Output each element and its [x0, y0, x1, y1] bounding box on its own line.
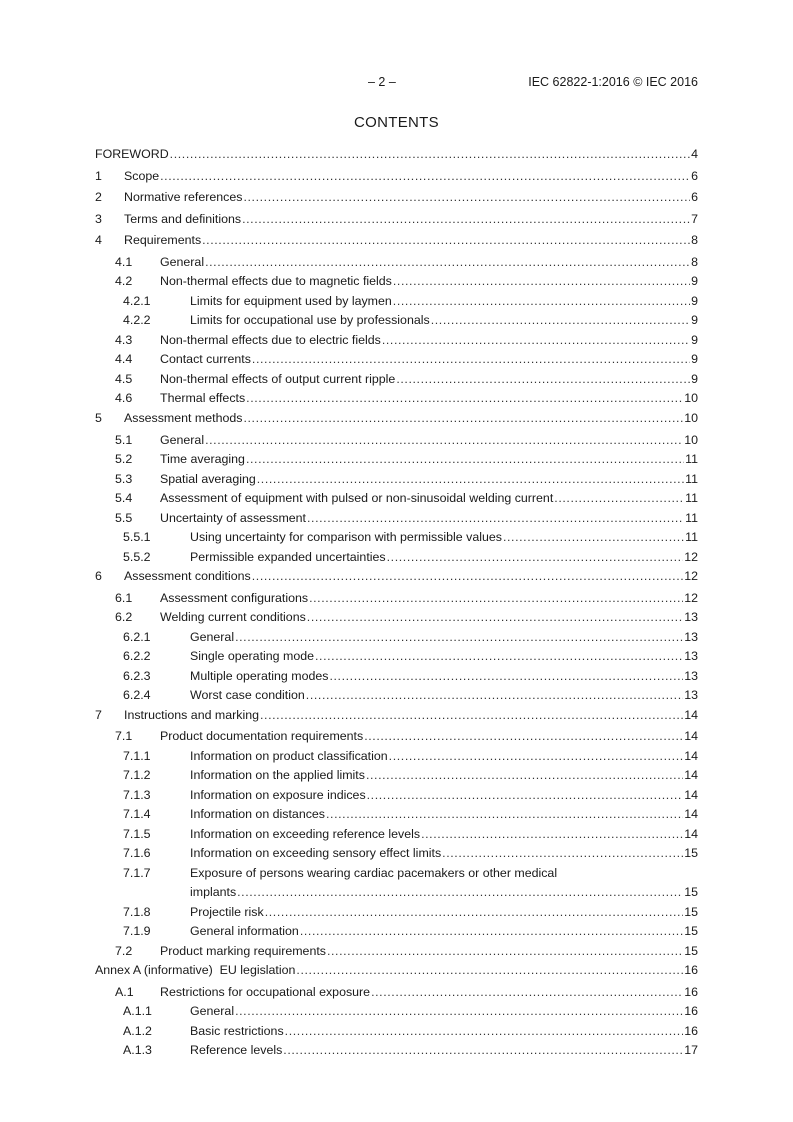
toc-number: 4.2.1: [123, 293, 151, 308]
toc-label: Worst case condition: [190, 688, 305, 703]
toc-label: Single operating mode: [190, 649, 314, 664]
toc-entry-7-1-3[interactable]: [95, 786, 698, 806]
table-of-contents: [95, 145, 698, 1061]
toc-page: 15: [684, 846, 698, 861]
toc-entry-7[interactable]: [95, 706, 698, 726]
dot-leader: [387, 548, 684, 568]
dot-leader: [300, 922, 683, 942]
toc-label: General: [160, 254, 205, 269]
toc-entry-5-5-2[interactable]: [95, 548, 698, 568]
dot-leader: [364, 727, 683, 747]
toc-number: 7.1.7: [123, 865, 151, 880]
toc-page: 16: [684, 1004, 698, 1019]
toc-label: Permissible expanded uncertainties: [190, 549, 386, 564]
toc-label: Non-thermal effects due to electric fields: [160, 332, 381, 347]
toc-label: Basic restrictions: [190, 1023, 284, 1038]
toc-label: General: [160, 432, 205, 447]
dot-leader: [315, 647, 683, 667]
contents-title: CONTENTS: [354, 114, 439, 131]
dot-leader: [327, 942, 683, 962]
toc-page: 10: [684, 410, 698, 425]
toc-entry-5-4[interactable]: [95, 489, 698, 509]
toc-number: 4: [95, 233, 102, 248]
toc-page: 9: [691, 371, 698, 386]
toc-entry-7-1-2[interactable]: [95, 766, 698, 786]
toc-page: 13: [684, 668, 698, 683]
toc-number: 3: [95, 211, 102, 226]
toc-number: 4.6: [115, 391, 133, 406]
dot-leader: [307, 608, 683, 628]
toc-page: 14: [684, 787, 698, 802]
dot-leader: [389, 747, 684, 767]
dot-leader: [503, 528, 684, 548]
toc-entry-5[interactable]: [95, 409, 698, 429]
toc-label: Projectile risk: [190, 904, 264, 919]
dot-leader: [170, 145, 690, 165]
toc-page: 9: [691, 274, 698, 289]
dot-leader: [431, 311, 690, 331]
toc-number: 5.4: [115, 491, 133, 506]
dot-leader: [442, 844, 683, 864]
toc-number: 2: [95, 190, 102, 205]
toc-label: Limits for equipment used by laymen: [190, 293, 392, 308]
toc-number: 7.1.1: [123, 748, 151, 763]
toc-label: Thermal effects: [160, 391, 246, 406]
toc-entry-7-1-7[interactable]: [95, 864, 698, 903]
toc-label: General: [190, 629, 235, 644]
toc-page: 15: [684, 885, 698, 900]
toc-page: 11: [685, 452, 698, 467]
dot-leader: [296, 961, 683, 981]
toc-page: 17: [684, 1043, 698, 1058]
toc-entry-7-1-5[interactable]: [95, 825, 698, 845]
toc-number: 4.4: [115, 352, 133, 367]
toc-entry-foreword[interactable]: [95, 145, 698, 165]
toc-number: 7.1.9: [123, 924, 151, 939]
dot-leader: [257, 470, 684, 490]
toc-number: 5.5.2: [123, 549, 151, 564]
toc-page: 9: [691, 293, 698, 308]
page-number: – 2 –: [368, 75, 396, 89]
toc-entry-7-1-8[interactable]: [95, 903, 698, 923]
toc-page: 8: [691, 254, 698, 269]
toc-number: 4.5: [115, 371, 133, 386]
toc-entry-4-1[interactable]: [95, 253, 698, 273]
dot-leader: [202, 231, 690, 251]
toc-entry-5-2[interactable]: [95, 450, 698, 470]
toc-page: 15: [684, 943, 698, 958]
toc-label: Multiple operating modes: [190, 668, 329, 683]
toc-entry-4-2[interactable]: [95, 272, 698, 292]
toc-label: Product documentation requirements: [160, 729, 364, 744]
toc-label: Requirements: [124, 233, 202, 248]
toc-page: 8: [691, 233, 698, 248]
toc-page: 14: [684, 748, 698, 763]
toc-entry-5-5[interactable]: [95, 509, 698, 529]
toc-number: 4.3: [115, 332, 133, 347]
toc-number: 5.3: [115, 471, 133, 486]
dot-leader: [382, 331, 690, 351]
toc-page: 9: [691, 352, 698, 367]
toc-entry-4[interactable]: [95, 231, 698, 251]
toc-label: Terms and definitions: [124, 211, 242, 226]
page-header: [0, 75, 793, 93]
dot-leader: [371, 983, 683, 1003]
dot-leader: [235, 1002, 683, 1022]
toc-number: 6.2.2: [123, 649, 151, 664]
toc-entry-2[interactable]: [95, 188, 698, 208]
toc-label: Spatial averaging: [160, 471, 256, 486]
dot-leader: [205, 253, 690, 273]
toc-label: Welding current conditions: [160, 610, 306, 625]
toc-page: 14: [684, 768, 698, 783]
toc-page: 13: [684, 610, 698, 625]
toc-entry-5-3[interactable]: [95, 470, 698, 490]
toc-entry-6-2-4[interactable]: [95, 686, 698, 706]
toc-entry-5-5-1[interactable]: [95, 528, 698, 548]
toc-label: Assessment conditions: [124, 569, 251, 584]
toc-page: 6: [691, 168, 698, 183]
toc-number: 4.1: [115, 254, 133, 269]
toc-entry-6-1[interactable]: [95, 589, 698, 609]
dot-leader: [237, 883, 683, 903]
toc-number: 7.1.6: [123, 846, 151, 861]
dot-leader: [554, 489, 684, 509]
dot-leader: [252, 567, 683, 587]
toc-page: 16: [684, 963, 698, 978]
toc-label: Normative references: [124, 190, 243, 205]
toc-entry-4-2-2[interactable]: [95, 311, 698, 331]
toc-entry-4-4[interactable]: [95, 350, 698, 370]
toc-label: Information on distances: [190, 807, 325, 822]
dot-leader: [393, 272, 690, 292]
toc-page: 11: [685, 510, 698, 525]
dot-leader: [252, 350, 690, 370]
toc-entry-4-2-1[interactable]: [95, 292, 698, 312]
dot-leader: [306, 686, 683, 706]
toc-page: 14: [684, 729, 698, 744]
toc-label: Information on product classification: [190, 748, 388, 763]
toc-entry-7-1-9[interactable]: [95, 922, 698, 942]
toc-label: General information: [190, 924, 299, 939]
toc-entry-a-1-3[interactable]: [95, 1041, 698, 1061]
toc-page: 12: [684, 590, 698, 605]
toc-page: 12: [684, 569, 698, 584]
toc-number: 7: [95, 707, 102, 722]
dot-leader: [260, 706, 683, 726]
toc-page: 6: [691, 190, 698, 205]
toc-entry-a-1[interactable]: [95, 983, 698, 1003]
toc-number: 7.1.3: [123, 787, 151, 802]
toc-page: 15: [684, 904, 698, 919]
toc-page: 13: [684, 688, 698, 703]
dot-leader: [366, 766, 683, 786]
toc-label: Information on exposure indices: [190, 787, 366, 802]
toc-number: 4.2.2: [123, 313, 151, 328]
toc-label: Instructions and marking: [124, 707, 259, 722]
toc-number: 7.1: [115, 729, 133, 744]
toc-entry-6-2[interactable]: [95, 608, 698, 628]
toc-number: 4.2: [115, 274, 133, 289]
toc-page: 11: [685, 491, 698, 506]
toc-label: Limits for occupational use by professionals: [190, 313, 430, 328]
toc-number: 7.1.5: [123, 826, 151, 841]
dot-leader: [160, 167, 690, 187]
toc-entry-1[interactable]: [95, 167, 698, 187]
toc-number: 5: [95, 410, 102, 425]
toc-label: Assessment of equipment with pulsed or non-sinusoidal welding current: [160, 491, 554, 506]
toc-page: 16: [684, 1023, 698, 1038]
toc-entry-6-2-3[interactable]: [95, 667, 698, 687]
toc-entry-annex-a[interactable]: [95, 961, 698, 981]
toc-number: A.1.3: [123, 1043, 152, 1058]
dot-leader: [329, 667, 683, 687]
toc-entry-6-2-2[interactable]: [95, 647, 698, 667]
toc-number: 7.1.8: [123, 904, 151, 919]
dot-leader: [243, 188, 690, 208]
toc-entry-7-1[interactable]: [95, 727, 698, 747]
toc-label: Assessment configurations: [160, 590, 309, 605]
toc-number: 5.1: [115, 432, 133, 447]
toc-page: 14: [684, 826, 698, 841]
toc-entry-7-1-6[interactable]: [95, 844, 698, 864]
toc-number: 6: [95, 569, 102, 584]
toc-label: Non-thermal effects of output current ripple: [160, 371, 396, 386]
toc-label: Information on exceeding sensory effect limits: [190, 846, 442, 861]
toc-entry-4-3[interactable]: [95, 331, 698, 351]
dot-leader: [326, 805, 683, 825]
toc-number: 5.5.1: [123, 530, 151, 545]
toc-page: 7: [691, 211, 698, 226]
dot-leader: [309, 589, 683, 609]
toc-label: Reference levels: [190, 1043, 283, 1058]
toc-entry-7-1-1[interactable]: [95, 747, 698, 767]
toc-number: A.1.2: [123, 1023, 152, 1038]
toc-page: 11: [685, 471, 698, 486]
dot-leader: [396, 370, 690, 390]
toc-label: Time averaging: [160, 452, 245, 467]
dot-leader: [246, 450, 684, 470]
toc-entry-3[interactable]: [95, 210, 698, 230]
toc-page: 10: [684, 391, 698, 406]
dot-leader: [265, 903, 684, 923]
toc-number: 6.1: [115, 590, 133, 605]
dot-leader: [242, 210, 690, 230]
toc-label: Information on exceeding reference levels: [190, 826, 421, 841]
toc-label: Scope: [124, 168, 160, 183]
dot-leader: [393, 292, 690, 312]
dot-leader: [421, 825, 683, 845]
dot-leader: [283, 1041, 683, 1061]
toc-number: A.1.1: [123, 1004, 152, 1019]
toc-label: Assessment methods: [124, 410, 243, 425]
toc-label-line-2: implants: [190, 885, 237, 900]
toc-label: Contact currents: [160, 352, 251, 367]
toc-number: 6.2.1: [123, 629, 151, 644]
toc-label: Non-thermal effects due to magnetic fields: [160, 274, 392, 289]
toc-label: Product marking requirements: [160, 943, 326, 958]
toc-page: 13: [684, 649, 698, 664]
toc-label: Uncertainty of assessment: [160, 510, 306, 525]
dot-leader: [235, 628, 683, 648]
toc-entry-a-1-1[interactable]: [95, 1002, 698, 1022]
toc-label: Using uncertainty for comparison with permissible values: [190, 530, 502, 545]
toc-page: 11: [685, 530, 698, 545]
toc-number: 5.2: [115, 452, 133, 467]
toc-page: 12: [684, 549, 698, 564]
dot-leader: [285, 1022, 684, 1042]
toc-page: 15: [684, 924, 698, 939]
toc-page: 9: [691, 332, 698, 347]
toc-number: 5.5: [115, 510, 133, 525]
dot-leader: [307, 509, 684, 529]
toc-label: Restrictions for occupational exposure: [160, 984, 371, 999]
toc-page: 10: [684, 432, 698, 447]
toc-number: 6.2: [115, 610, 133, 625]
toc-entry-4-5[interactable]: [95, 370, 698, 390]
toc-label: General: [190, 1004, 235, 1019]
toc-entry-6-2-1[interactable]: [95, 628, 698, 648]
toc-page: 9: [691, 313, 698, 328]
standard-identifier: IEC 62822-1:2016 © IEC 2016: [528, 75, 698, 89]
toc-number: 7.2: [115, 943, 133, 958]
toc-number: 7.1.4: [123, 807, 151, 822]
toc-page: 13: [684, 629, 698, 644]
toc-entry-5-1[interactable]: [95, 431, 698, 451]
toc-page: 14: [684, 707, 698, 722]
toc-page: 4: [691, 147, 698, 161]
toc-entry-4-6[interactable]: [95, 389, 698, 409]
toc-label: Annex A (informative) EU legislation: [95, 963, 296, 978]
toc-number: A.1: [115, 984, 134, 999]
toc-entry-6[interactable]: [95, 567, 698, 587]
dot-leader: [243, 409, 683, 429]
dot-leader: [246, 389, 683, 409]
toc-number: 6.2.3: [123, 668, 151, 683]
toc-page: 14: [684, 807, 698, 822]
dot-leader: [205, 431, 683, 451]
dot-leader: [367, 786, 684, 806]
toc-entry-a-1-2[interactable]: [95, 1022, 698, 1042]
toc-label-line-1: Exposure of persons wearing cardiac pacemakers or other medical: [190, 865, 558, 880]
toc-label: FOREWORD: [95, 147, 169, 161]
toc-entry-7-2[interactable]: [95, 942, 698, 962]
toc-label: Information on the applied limits: [190, 768, 365, 783]
toc-number: 7.1.2: [123, 768, 151, 783]
toc-number: 1: [95, 168, 102, 183]
toc-entry-7-1-4[interactable]: [95, 805, 698, 825]
toc-page: 16: [684, 984, 698, 999]
toc-number: 6.2.4: [123, 688, 151, 703]
